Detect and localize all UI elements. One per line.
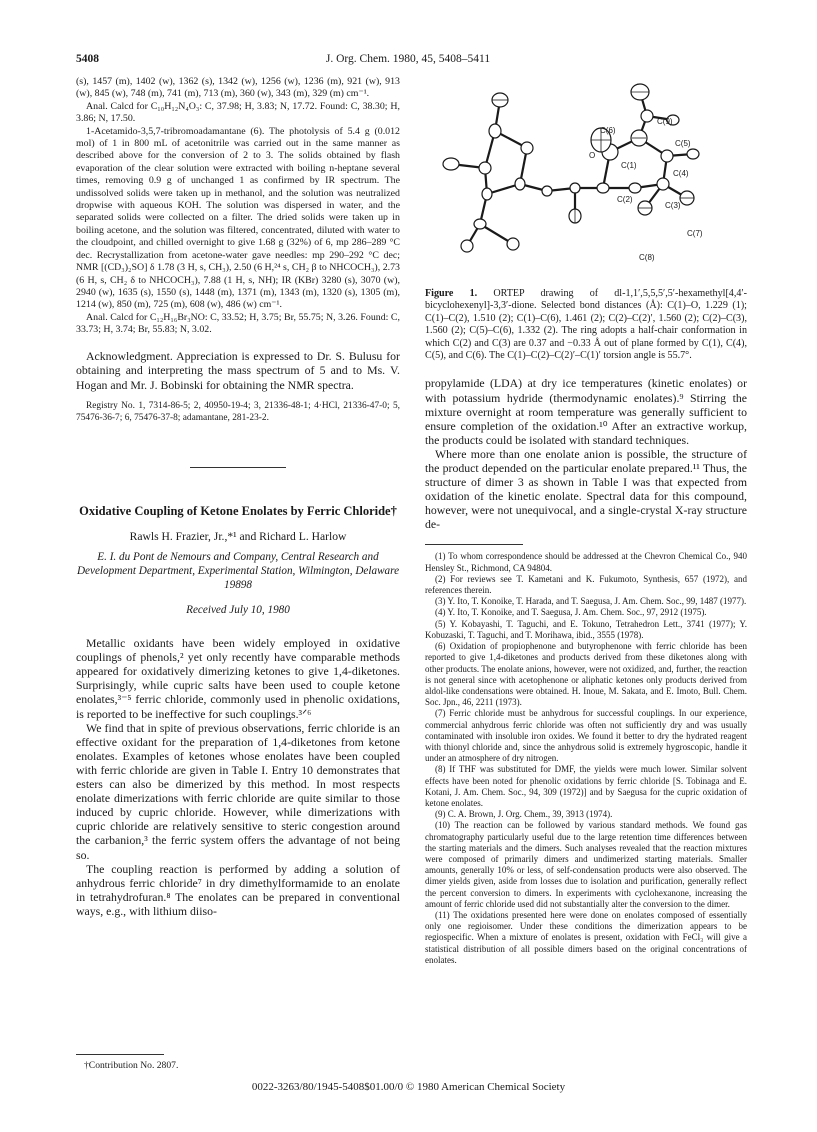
journal-citation: J. Org. Chem. 1980, 45, 5408–5411 bbox=[325, 53, 491, 65]
atom-label-c9: C(9) bbox=[657, 117, 673, 126]
atom-label-c8: C(8) bbox=[639, 253, 655, 262]
right-column bbox=[425, 76, 747, 966]
affiliation: E. I. du Pont de Nemours and Company, Central Research and Development Department, Experimental Station, Wilmington, Delaware 19898 bbox=[76, 551, 400, 591]
footnotes bbox=[425, 551, 747, 966]
atom-label-c4: C(4) bbox=[673, 169, 689, 178]
footnote: (1) To whom correspondence should be addressed at the Chevron Chemical Co., 940 Hensley St., Richmond, CA 94804. bbox=[425, 551, 747, 573]
running-header bbox=[76, 53, 740, 69]
footnote: (2) For reviews see T. Kametani and K. Fukumoto, Synthesis, 657 (1972), and references therein. bbox=[425, 573, 747, 596]
atom-label-c2: C(2) bbox=[617, 195, 633, 204]
footnote: (6) Oxidation of propiophenone and butyrophenone with ferric chloride has been reported to give 1,4-diketones and products derived from these diketones along with other products. The enolate anions, however, were not oxidized, and, further, the reaction is not general since with acetophenone or aliphatic ketones only products derived from aldol-like condensations were obtained. H. Inoue, M. Sakata, and E. Imoto, Bull. Chem. Soc. Jpn., 46, 2211 (1973). bbox=[425, 641, 747, 708]
contribution-note: †Contribution No. 2807. bbox=[84, 1060, 179, 1071]
ortep-drawing bbox=[425, 76, 747, 284]
footnote: (9) C. A. Brown, J. Org. Chem., 39, 3913 (1974). bbox=[435, 809, 613, 820]
figure-caption-text: ORTEP drawing of dl-1,1′,5,5,5′,5′-hexamethyl[4,4′-bicyclohexenyl]-3,3′-dione. Selected bond distances (Å): C(1)–O, 1.229 (1); C(1)–C(2), 1.510 (2); C(1)–C(6), 1.461 (2); C(2)–C(2)′, 1.560 (2); C(2)–C(3), 1.560 (2); C(5)–C(6), 1.332 (2). The ring adopts a half-chair conformation in which C(2) and C(3) are 0.37 and −0.33 Å out of plane formed by C(1), C(4), C(5), and C(6). The C(1)–C(2)–C(2)′–C(1)′ torsion angle is 55.7°. bbox=[425, 288, 747, 362]
left-column bbox=[76, 76, 400, 918]
received-date: Received July 10, 1980 bbox=[186, 604, 290, 617]
body-paragraph-3: The coupling reaction is performed by adding a solution of anhydrous ferric chloride⁷ in dry dimethylformamide to an enolate in tetrahydrofuran.⁸ The enolates can be prepared in conventional ways, e.g., with lithium diiso- bbox=[76, 861, 400, 918]
atom-label-c7: C(7) bbox=[687, 229, 703, 238]
footnote: (7) Ferric chloride must be anhydrous for successful couplings. In our experience, commercial anhydrous ferric chloride was often not sufficiently dry and was usually contaminated with insoluble iron oxides. We found it better to dry the hydrated reagent with thionyl chloride and, since the anhydrous solid is extremely hygroscopic, handle it under an atmosphere of dry nitrogen. bbox=[425, 708, 747, 764]
body-paragraph-1: Metallic oxidants have been widely employed in oxidative couplings of phenols,² yet only recently have comparable methods appeared for oxidatively dimerizing ketones to give 1,4-diketones. Surprisingly, while cupric salts have been used to couple ketone enolates,³⁻⁵ ferric chloride, commonly used in phenolic oxidations, is reported to be ineffective for such couplings.³ᐟ⁶ bbox=[76, 636, 400, 721]
article-separator bbox=[190, 467, 286, 468]
footnotes-rule bbox=[425, 544, 523, 545]
figure-caption bbox=[425, 288, 747, 362]
footnote: (10) The reaction can be followed by various standard methods. We found gas chromatography particularly useful due to the large retention time differences between the starting materials and the dimers. Such analyses revealed that the reaction mixtures were composed of primarily dimers and undimerized starting materials. Smaller amounts, generally 10% or less, of self-condensation products were also observed. The dimer yields given, aside from losses due to isolation and purification, generally reflect the percent conversion to dimers. In experiments with cyclohexanone, increasing the amount of ferric chloride used did not substantially alter the conversion to the dimer. bbox=[425, 820, 747, 909]
experimental-compound-6: 1-Acetamido-3,5,7-tribromoadamantane (6). The photolysis of 5.4 g (0.012 mol) of 1 in 800 mL of acetonitrile was carried out in the same manner as described above for the conversion of 2 to 3. The solids obtained by flash evaporation of the clear solution were extracted with boiling n-heptane several times, removing 0.9 g of unchanged 1 as confirmed by IR spectrum. The undissolved solids were taken up in methanol, and the solution was neutralized dropwise with aqueous KOH. The solution was dispersed in water, and the separated solids were collected on a filter. The dried solids were taken up in boiling acetone, and the solution was filtered, concentrated, diluted with water to the cloudpoint, and chilled overnight to give 1.68 g (32%) of 6, mp 286–289 °C dec. Recrystallization from acetone-water gave needles: mp 290–292 °C dec; NMR [(CD₃)₂SO] δ 1.78 (3 H, s, CH₃), 2.50 (6 H,²⁴ s, CH₂ β to NHCOCH₃), 2.73 (6 H, s, CH₂ δ to NHCOCH₃), 7.88 (1 H, s, NH); IR (KBr) 3280 (s), 3070 (w), 2940 (w), 1635 (s), 1550 (s), 1448 (m), 1371 (m), 1343 (m), 1320 (s), 1305 (m), 1214 (w), 850 (m), 725 (m), 608 (w), 486 (w) cm⁻¹. bbox=[76, 125, 400, 311]
body-paragraph-4: propylamide (LDA) at dry ice temperatures (kinetic enolates) or with potassium hydride (thermodynamic enolates).⁹ Stirring the mixture overnight at room temperature was generally sufficient to ensure completion of the oxidation.¹⁰ After an extractive workup, the products could be isolated with standard techniques. bbox=[425, 376, 747, 447]
atom-label-c6: C(6) bbox=[600, 126, 616, 135]
elemental-analysis-5: Anal. Calcd for C₁₀H₁₂N₄O₃: C, 37.98; H, 3.83; N, 17.72. Found: C, 38.30; H, 3.86; N, 17.50. bbox=[76, 100, 400, 125]
article-title: Oxidative Coupling of Ketone Enolates by Ferric Chloride† bbox=[79, 504, 397, 519]
acknowledgment: Acknowledgment. Appreciation is expressed to Dr. S. Bulusu for obtaining and interpreting the mass spectrum of 5 and to Ms. V. Hogan and Mr. J. Bobinski for obtaining the NMR spectra. bbox=[76, 348, 400, 392]
copyright-footer: 0022-3263/80/1945-5408$01.00/0 © 1980 American Chemical Society bbox=[251, 1081, 566, 1093]
atom-label-c3: C(3) bbox=[665, 201, 681, 210]
authors: Rawls H. Frazier, Jr.,*¹ and Richard L. Harlow bbox=[129, 530, 347, 544]
footnote: (3) Y. Ito, T. Konoike, T. Harada, and T. Saegusa, J. Am. Chem. Soc., 99, 1487 (1977). bbox=[435, 596, 747, 607]
page-number: 5408 bbox=[76, 53, 99, 65]
registry-numbers: Registry No. 1, 7314-86-5; 2, 40950-19-4; 3, 21336-48-1; 4·HCl, 21336-47-0; 5, 75476-36-7; 6, 75476-37-8; adamantane, 281-23-2. bbox=[76, 401, 400, 424]
elemental-analysis-6: Anal. Calcd for C₁₂H₁₆Br₃NO: C, 33.52; H, 3.75; Br, 55.75; N, 3.26. Found: C, 33.73; H, 3.74; Br, 55.83; N, 3.02. bbox=[76, 311, 400, 336]
figure-caption-lead: Figure 1. bbox=[425, 288, 478, 299]
ortep-figure bbox=[425, 76, 747, 284]
ir-data-continuation: (s), 1457 (m), 1402 (w), 1362 (s), 1342 (w), 1256 (w), 1236 (m), 921 (w), 913 (w), 845 (w), 748 (m), 741 (m), 713 (m), 360 (w), 343 (m), 329 (m) cm⁻¹. bbox=[76, 76, 400, 100]
footnote: (11) The oxidations presented here were done on enolates composed of essentially only one regioisomer. Under these conditions the dimerization appears to be regiospecific. When a mixture of enolates is present, oxidation with FeCl₃ will give a statistical distribution of all possible dimers based on the original concentrations of enolates. bbox=[425, 909, 747, 965]
footnote: (4) Y. Ito, T. Konoike, and T. Saegusa, J. Am. Chem. Soc., 97, 2912 (1975). bbox=[435, 607, 707, 618]
atom-label-c1: C(1) bbox=[621, 161, 637, 170]
atom-label-o: O bbox=[589, 151, 596, 160]
body-paragraph-2: We find that in spite of previous observations, ferric chloride is an effective oxidant for the preparation of 1,4-diketones from ketone enolates. Examples of ketones whose enolates have been coupled with ferric chloride are given in Table I. Entry 10 demonstrates that esters can also be dimerized by this method. In most respects enolate dimerizations with ferric chloride are quite similar to those induced by cupric chloride. However, while dimerizations with cupric chloride are relatively sensitive to steric congestion around the carbanion,³ the ferric system offers the advantage of not being so. bbox=[76, 720, 400, 862]
footnote-rule-left bbox=[76, 1054, 164, 1055]
footnote: (8) If THF was substituted for DMF, the yields were much lower. Similar solvent effects have been noted for phenolic oxidations by ferric chloride [S. Tobinaga and E. Kotani, J. Am. Chem. Soc., 94, 309 (1972)] and by Saegusa for the cupric oxidation of ketone enolates. bbox=[425, 764, 747, 808]
footnote: (5) Y. Kobayashi, T. Taguchi, and E. Tokuno, Tetrahedron Lett., 3741 (1977); Y. Kobuzaski, T. Taguchi, and T. Morihawa, ibid., 3555 (1978). bbox=[425, 618, 747, 640]
atom-label-c5: C(5) bbox=[675, 139, 691, 148]
body-paragraph-5: Where more than one enolate anion is possible, the structure of the product depended on the particular enolate prepared.¹¹ Thus, the structure of dimer 3 as shown in Table I was that expected from oxidation of the kinetic enolate. Spectral data for this compound, however, were not unequivocal, and a single-crystal X-ray structure de- bbox=[425, 446, 747, 532]
